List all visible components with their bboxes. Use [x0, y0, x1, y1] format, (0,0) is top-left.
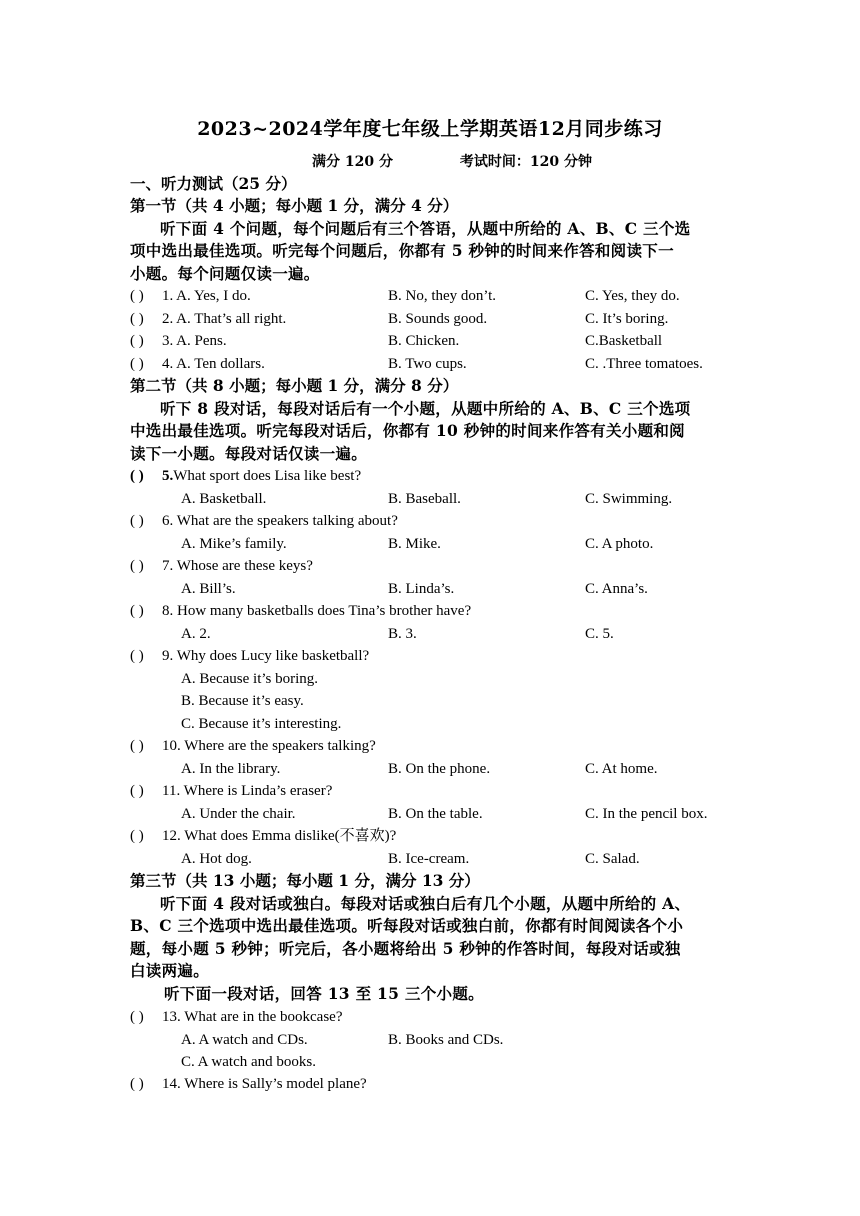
option-c: C. Anna’s.: [585, 581, 648, 597]
question-stem: 6. What are the speakers talking about?: [162, 513, 398, 529]
option-b: B. Sounds good.: [388, 311, 488, 327]
exam-time: 考试时间：120 分钟: [459, 154, 592, 170]
full-score: 满分 120 分: [312, 154, 393, 170]
question-text: [162, 465, 361, 487]
option-c: C. It’s boring.: [585, 311, 669, 327]
question-stem: 10. Where are the speakers talking?: [162, 738, 376, 754]
option-c: C. Salad.: [585, 851, 640, 867]
instruction-line: 听下面 4 个问题，每个问题后有三个答语，从题中所给的 A、B、C 三个选: [160, 219, 691, 238]
instruction-line: 题，每小题 5 秒钟；听完后，各小题将给出 5 秒钟的作答时间，每段对话或独: [130, 939, 681, 958]
page-title: 2023~2024学年度七年级上学期英语12月同步练习: [197, 118, 663, 140]
answer-blank[interactable]: ( ): [130, 828, 144, 844]
instruction-line: 项中选出最佳选项。听完每个问题后，你都有 5 秒钟的时间来作答和阅读下一: [130, 241, 674, 260]
option-b: B. Linda’s.: [388, 581, 455, 597]
option-c: C. At home.: [585, 761, 658, 777]
option-a: A. 2.: [181, 626, 211, 642]
instruction-line: 听下面 4 段对话或独白。每段对话或独白后有几个小题，从题中所给的 A、: [160, 894, 691, 913]
answer-blank[interactable]: ( ): [130, 648, 144, 664]
answer-blank[interactable]: ( ): [130, 333, 144, 349]
question-number: 5.: [162, 468, 174, 484]
option-a: A. Because it’s boring.: [181, 671, 319, 687]
option-c: C.Basketball: [585, 333, 663, 349]
answer-blank[interactable]: ( ): [130, 311, 144, 327]
option-b: B. Baseball.: [388, 491, 461, 507]
instruction-line: 读下一小题。每段对话仅读一遍。: [130, 444, 368, 463]
answer-blank[interactable]: ( ): [130, 603, 144, 619]
option-c: C. .Three tomatoes.: [585, 356, 703, 372]
option-a: A. Under the chair.: [181, 806, 296, 822]
instruction-line: 中选出最佳选项。听完每段对话后，你都有 10 秒钟的时间来作答有关小题和阅: [130, 421, 685, 440]
section-heading: 第三节（共 13 小题；每小题 1 分，满分 13 分）: [130, 871, 480, 890]
option-a: A. In the library.: [181, 761, 281, 777]
option-b: B. 3.: [388, 626, 417, 642]
option-b: B. Because it’s easy.: [181, 693, 304, 709]
question-option-a: 4. A. Ten dollars.: [162, 356, 265, 372]
exam-meta: [312, 151, 592, 171]
question-stem: 13. What are in the bookcase?: [162, 1009, 343, 1025]
option-c: C. A watch and books.: [181, 1054, 316, 1070]
option-a: A. A watch and CDs.: [181, 1032, 308, 1048]
option-b: B. Chicken.: [388, 333, 460, 349]
answer-blank[interactable]: ( ): [130, 783, 144, 799]
answer-blank[interactable]: ( ): [130, 356, 144, 372]
question-stem: 14. Where is Sally’s model plane?: [162, 1076, 367, 1092]
instruction-line: 听下 8 段对话，每段对话后有一个小题，从题中所给的 A、B、C 三个选项: [160, 399, 691, 418]
answer-blank[interactable]: ( ): [130, 468, 144, 484]
question-option-a: 1. A. Yes, I do.: [162, 288, 251, 304]
option-b: B. On the phone.: [388, 761, 491, 777]
part-heading: 一、听力测试（25 分）: [130, 174, 297, 193]
option-b: B. Books and CDs.: [388, 1032, 504, 1048]
option-b: B. On the table.: [388, 806, 483, 822]
answer-blank[interactable]: ( ): [130, 513, 144, 529]
question-stem: What sport does Lisa like best?: [173, 468, 362, 484]
question-stem: 8. How many basketballs does Tina’s brother have?: [162, 603, 472, 619]
answer-blank[interactable]: ( ): [130, 1076, 144, 1092]
answer-blank[interactable]: ( ): [130, 738, 144, 754]
question-option-a: 3. A. Pens.: [162, 333, 227, 349]
section-heading: 第二节（共 8 小题；每小题 1 分，满分 8 分）: [130, 376, 459, 395]
option-a: A. Bill’s.: [181, 581, 236, 597]
question-option-a: 2. A. That’s all right.: [162, 311, 287, 327]
question-stem: 11. Where is Linda’s eraser?: [162, 783, 333, 799]
option-c: C. Because it’s interesting.: [181, 716, 342, 732]
option-b: B. Ice-cream.: [388, 851, 470, 867]
section-heading: 第一节（共 4 小题；每小题 1 分，满分 4 分）: [130, 196, 459, 215]
question-stem: 9. Why does Lucy like basketball?: [162, 648, 370, 664]
option-b: B. No, they don’t.: [388, 288, 497, 304]
option-b: B. Two cups.: [388, 356, 467, 372]
question-stem: 7. Whose are these keys?: [162, 558, 313, 574]
option-a: A. Hot dog.: [181, 851, 252, 867]
option-b: B. Mike.: [388, 536, 441, 552]
option-c: C. In the pencil box.: [585, 806, 708, 822]
option-c: C. 5.: [585, 626, 614, 642]
answer-blank[interactable]: ( ): [130, 1009, 144, 1025]
answer-blank[interactable]: ( ): [130, 558, 144, 574]
option-a: A. Basketball.: [181, 491, 267, 507]
instruction-line: 小题。每个问题仅读一遍。: [130, 264, 320, 283]
answer-blank[interactable]: ( ): [130, 288, 144, 304]
instruction-line: B、C 三个选项中选出最佳选项。听每段对话或独白前，你都有时间阅读各个小: [130, 916, 684, 935]
option-c: C. Yes, they do.: [585, 288, 680, 304]
option-a: A. Mike’s family.: [181, 536, 287, 552]
sub-instruction: 听下面一段对话，回答 13 至 15 三个小题。: [164, 984, 484, 1003]
option-c: C. Swimming.: [585, 491, 673, 507]
instruction-line: 白读两遍。: [130, 961, 210, 980]
option-c: C. A photo.: [585, 536, 654, 552]
question-stem: 12. What does Emma dislike(不喜欢)?: [162, 828, 397, 844]
